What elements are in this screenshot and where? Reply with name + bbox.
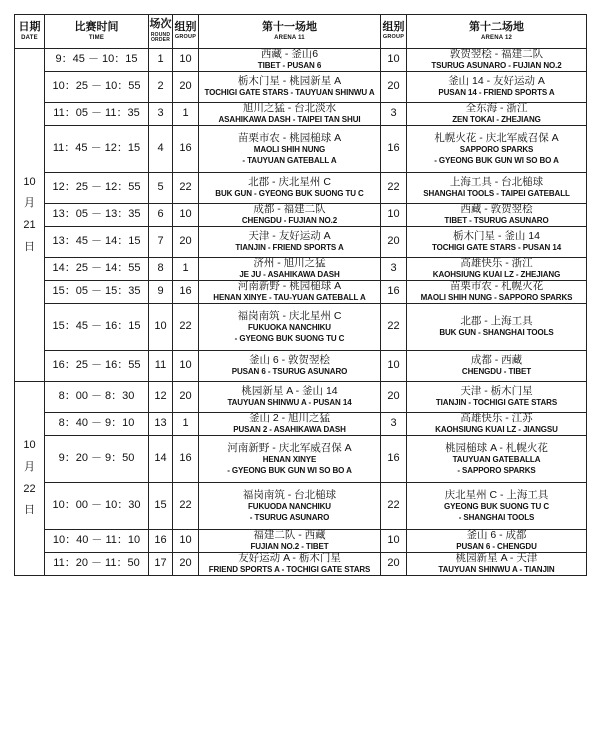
- arena11-match: [199, 553, 381, 576]
- arena12-teams-en: - GYEONG BUK GUN WI SO BO A: [434, 155, 559, 165]
- round-order: 4: [149, 126, 173, 173]
- group-arena11: 16: [173, 436, 199, 483]
- arena12-teams-zh: 高雄快乐 - 浙江: [460, 257, 533, 270]
- arena12-teams-zh: 北郡 - 上海工具: [460, 315, 533, 328]
- round-order: 5: [149, 173, 173, 204]
- schedule-table: [14, 14, 587, 576]
- match-time: 14：25 － 14：55: [45, 258, 149, 281]
- arena11-match: [199, 258, 381, 281]
- arena12-teams-zh: 敦贺翌桧 - 福建二队: [449, 48, 544, 61]
- arena11-match: [199, 483, 381, 530]
- arena11-teams-en: - GYEONG BUK SUONG TU C: [234, 333, 345, 343]
- group-arena11: 1: [173, 258, 199, 281]
- arena12-teams-en: PUSAN 14 - FRIEND SPORTS A: [438, 88, 555, 98]
- arena12-match: [407, 553, 587, 576]
- arena11-match: [199, 173, 381, 204]
- arena12-match: [407, 103, 587, 126]
- group-arena12: 16: [381, 126, 407, 173]
- group-header: 组别 GROUP: [173, 15, 199, 49]
- arena11-teams-en: FUKUOKA NANCHIKU: [248, 323, 331, 333]
- date-part: 22: [23, 482, 36, 495]
- table-row: [15, 173, 587, 204]
- table-row: [15, 553, 587, 576]
- arena12-match: [407, 351, 587, 382]
- table-row: [15, 204, 587, 227]
- arena11-teams-zh: 福岗南筑 - 庆北星州 C: [237, 310, 342, 323]
- arena11-match: [199, 530, 381, 553]
- match-time: 9：20 － 9：50: [45, 436, 149, 483]
- arena11-teams-zh: 旭川之猛 - 台北淡水: [242, 102, 337, 115]
- arena11-teams-zh: 河南新野 - 桃园槌球 A: [237, 280, 342, 293]
- group-arena12: 20: [381, 227, 407, 258]
- round-order: 12: [149, 382, 173, 413]
- date-cell: [15, 49, 45, 382]
- match-time: 16：25 － 16：55: [45, 351, 149, 382]
- group-arena11: 16: [173, 126, 199, 173]
- table-row: [15, 49, 587, 72]
- match-time: 15：05 － 15：35: [45, 281, 149, 304]
- arena12-teams-zh: 天津 - 栃木门星: [460, 385, 533, 398]
- arena11-teams-en: ASAHIKAWA DASH - TAIPEI TAN SHUI: [218, 115, 361, 125]
- date-part: 月: [24, 460, 35, 473]
- group-arena12: 3: [381, 258, 407, 281]
- date-part: 日: [24, 240, 35, 253]
- arena11-match: [199, 72, 381, 103]
- arena12-match: [407, 258, 587, 281]
- arena12-match: [407, 436, 587, 483]
- arena12-teams-en: TOCHIGI GATE STARS - PUSAN 14: [431, 243, 562, 253]
- arena11-teams-zh: 北郡 - 庆北星州 C: [248, 176, 331, 189]
- table-row: [15, 483, 587, 530]
- arena11-teams-en: FUJIAN NO.2 - TIBET: [250, 542, 329, 552]
- match-time: 11：45 － 12：15: [45, 126, 149, 173]
- round-order: 11: [149, 351, 173, 382]
- arena11-teams-zh: 釜山 2 - 旭川之猛: [248, 412, 331, 425]
- arena11-match: [199, 351, 381, 382]
- group-arena12: 10: [381, 204, 407, 227]
- arena11-teams-en: CHENGDU - FUJIAN NO.2: [241, 216, 338, 226]
- arena11-teams-en: PUSAN 6 - TSURUG ASUNARO: [231, 367, 348, 377]
- arena11-match: [199, 304, 381, 351]
- round-order: 16: [149, 530, 173, 553]
- date-part: 月: [24, 197, 35, 210]
- arena11-teams-en: TAUYUAN SHINWU A - PUSAN 14: [227, 398, 352, 408]
- group-arena12: 20: [381, 553, 407, 576]
- arena12-teams-en: CHENGDU - TIBET: [461, 367, 532, 377]
- group-arena11: 10: [173, 351, 199, 382]
- match-time: 11：05 － 11：35: [45, 103, 149, 126]
- date-part: 21: [23, 219, 36, 231]
- arena12-teams-zh: 栃木门星 - 釜山 14: [453, 230, 540, 243]
- table-row: [15, 382, 587, 413]
- table-row: [15, 103, 587, 126]
- arena11-match: [199, 126, 381, 173]
- group-arena12: 16: [381, 281, 407, 304]
- table-row: [15, 227, 587, 258]
- arena11-match: [199, 204, 381, 227]
- arena11-teams-zh: 釜山 6 - 敦贺翌桧: [248, 354, 331, 367]
- arena11-teams-zh: 苗栗市农 - 桃园槌球 A: [237, 132, 342, 145]
- arena12-teams-en: TIANJIN - TOCHIGI GATE STARS: [435, 398, 558, 408]
- match-time: 10：00 － 10：30: [45, 483, 149, 530]
- match-time: 11：20 － 11：50: [45, 553, 149, 576]
- round-order: 7: [149, 227, 173, 258]
- group-arena11: 22: [173, 304, 199, 351]
- group2-header: 组别 GROUP: [381, 15, 407, 49]
- arena11-teams-en: TIANJIN - FRIEND SPORTS A: [235, 243, 344, 253]
- arena11-teams-zh: 济州 - 旭川之猛: [253, 257, 326, 270]
- group-arena11: 1: [173, 103, 199, 126]
- arena12-teams-en: MAOLI SHIH NUNG - SAPPORO SPARKS: [420, 293, 573, 303]
- group-arena12: 16: [381, 436, 407, 483]
- arena11-teams-zh: 栃木门星 - 桃园新星 A: [237, 75, 342, 88]
- date-part: 10: [23, 439, 36, 452]
- arena12-match: [407, 72, 587, 103]
- arena12-teams-zh: 釜山 6 - 成都: [466, 529, 527, 542]
- arena11-teams-en: BUK GUN - GYEONG BUK SUONG TU C: [215, 189, 364, 199]
- arena11-match: [199, 436, 381, 483]
- arena12-teams-en: - SAPPORO SPARKS: [457, 465, 536, 475]
- arena11-teams-zh: 天津 - 友好运动 A: [248, 230, 331, 243]
- schedule-body: [15, 49, 587, 576]
- arena11-match: [199, 281, 381, 304]
- arena12-teams-en: KAOHSIUNG KUAI LZ - JIANGSU: [435, 425, 558, 435]
- arena12-teams-en: SAPPORO SPARKS: [459, 145, 534, 155]
- round-order: 9: [149, 281, 173, 304]
- arena12-teams-zh: 札幌火花 - 庆北军威召保 A: [434, 132, 559, 145]
- arena12-teams-en: TSURUG ASUNARO - FUJIAN NO.2: [431, 61, 562, 71]
- arena12-teams-zh: 桃园新星 A - 天津: [455, 552, 538, 565]
- arena11-teams-en: HENAN XINYE: [262, 455, 317, 465]
- arena12-teams-en: TAUYUAN GATEBALLA: [452, 455, 541, 465]
- table-row: [15, 126, 587, 173]
- group-arena12: 10: [381, 49, 407, 72]
- arena11-teams-en: - TAUYUAN GATEBALL A: [242, 155, 337, 165]
- arena12-teams-en: GYEONG BUK SUONG TU C: [443, 502, 550, 512]
- arena12-teams-zh: 西藏 - 敦贺翌桧: [460, 203, 533, 216]
- arena12-match: [407, 204, 587, 227]
- arena11-match: [199, 382, 381, 413]
- arena11-teams-en: FUKUODA NANCHIKU: [248, 502, 331, 512]
- round-order: 2: [149, 72, 173, 103]
- table-row: [15, 413, 587, 436]
- arena12-match: [407, 483, 587, 530]
- match-time: 13：05 － 13：35: [45, 204, 149, 227]
- group-arena11: 20: [173, 227, 199, 258]
- group-arena11: 10: [173, 530, 199, 553]
- group-arena11: 20: [173, 382, 199, 413]
- arena12-teams-zh: 桃园槌球 A - 札幌火花: [445, 442, 548, 455]
- round-order: 14: [149, 436, 173, 483]
- arena11-teams-zh: 西藏 - 釜山6: [260, 48, 319, 61]
- round-order: 6: [149, 204, 173, 227]
- round-order: 3: [149, 103, 173, 126]
- arena11-teams-en: - TSURUG ASUNARO: [249, 512, 330, 522]
- round-order: 15: [149, 483, 173, 530]
- round-order: 17: [149, 553, 173, 576]
- arena12-match: [407, 304, 587, 351]
- arena11-match: [199, 49, 381, 72]
- arena12-teams-zh: 成都 - 西藏: [470, 354, 523, 367]
- round-order: 8: [149, 258, 173, 281]
- group-arena11: 20: [173, 553, 199, 576]
- group-arena11: 22: [173, 173, 199, 204]
- arena12-teams-en: ZEN TOKAI - ZHEJIANG: [452, 115, 541, 125]
- arena11-match: [199, 413, 381, 436]
- arena12-match: [407, 173, 587, 204]
- arena12-teams-zh: 全东海 - 浙江: [465, 102, 528, 115]
- arena11-teams-en: MAOLI SHIH NUNG: [253, 145, 326, 155]
- arena12-header: 第十二场地 ARENA 12: [407, 15, 587, 49]
- arena12-match: [407, 227, 587, 258]
- arena12-teams-en: BUK GUN - SHANGHAI TOOLS: [439, 328, 554, 338]
- arena12-match: [407, 382, 587, 413]
- group-arena12: 3: [381, 103, 407, 126]
- group-arena12: 10: [381, 530, 407, 553]
- arena11-teams-en: PUSAN 2 - ASAHIKAWA DASH: [233, 425, 346, 435]
- header-row: [15, 15, 587, 49]
- arena12-teams-en: KAOHSIUNG KUAI LZ - ZHEJIANG: [432, 270, 561, 280]
- arena11-teams-zh: 成都 - 福建二队: [253, 203, 326, 216]
- date-part: 10: [23, 175, 36, 188]
- arena12-teams-zh: 高雄快乐 - 江苏: [460, 412, 533, 425]
- match-time: 10：40 － 11：10: [45, 530, 149, 553]
- order-header: 场次 ROUND ORDER: [149, 15, 173, 49]
- arena11-teams-en: JE JU - ASAHIKAWA DASH: [239, 270, 340, 280]
- match-time: 13：45 － 14：15: [45, 227, 149, 258]
- arena11-teams-zh: 河南新野 - 庆北军威召保 A: [227, 442, 352, 455]
- arena11-teams-zh: 友好运动 A - 栃木门星: [238, 552, 341, 565]
- arena11-teams-zh: 桃园新星 A - 釜山 14: [241, 385, 338, 398]
- group-arena12: 20: [381, 382, 407, 413]
- group-arena11: 20: [173, 72, 199, 103]
- arena11-teams-en: - GYEONG BUK GUN WI SO BO A: [227, 465, 352, 475]
- group-arena11: 22: [173, 483, 199, 530]
- match-time: 8：40 － 9：10: [45, 413, 149, 436]
- match-time: 12：25 － 12：55: [45, 173, 149, 204]
- arena11-header: 第十一场地 ARENA 11: [199, 15, 381, 49]
- match-time: 15：45 － 16：15: [45, 304, 149, 351]
- match-time: 9：45 － 10：15: [45, 49, 149, 72]
- table-row: [15, 530, 587, 553]
- table-row: [15, 436, 587, 483]
- table-row: [15, 72, 587, 103]
- group-arena12: 22: [381, 173, 407, 204]
- arena12-match: [407, 281, 587, 304]
- group-arena11: 10: [173, 204, 199, 227]
- group-arena12: 20: [381, 72, 407, 103]
- arena12-teams-en: SHANGHAI TOOLS - TAIPEI GATEBALL: [423, 189, 570, 199]
- arena11-match: [199, 227, 381, 258]
- arena11-teams-en: TIBET - PUSAN 6: [257, 61, 322, 71]
- round-order: 1: [149, 49, 173, 72]
- arena12-match: [407, 126, 587, 173]
- date-header: 日期 DATE: [15, 15, 45, 49]
- arena12-match: [407, 413, 587, 436]
- arena12-teams-zh: 苗栗市农 - 札幌火花: [449, 280, 544, 293]
- date-part: 日: [24, 504, 35, 517]
- match-time: 8：00 － 8：30: [45, 382, 149, 413]
- arena11-teams-en: FRIEND SPORTS A - TOCHIGI GATE STARS: [208, 565, 371, 575]
- arena12-teams-en: TIBET - TSURUG ASUNARO: [444, 216, 549, 226]
- group-arena12: 10: [381, 351, 407, 382]
- arena12-teams-en: - SHANGHAI TOOLS: [458, 512, 535, 522]
- table-row: [15, 258, 587, 281]
- arena12-teams-zh: 上海工具 - 台北槌球: [449, 176, 544, 189]
- table-row: [15, 304, 587, 351]
- round-order: 13: [149, 413, 173, 436]
- match-time: 10：25 － 10：55: [45, 72, 149, 103]
- time-header: 比赛时间 TIME: [45, 15, 149, 49]
- group-arena11: 10: [173, 49, 199, 72]
- table-row: [15, 351, 587, 382]
- round-order: 10: [149, 304, 173, 351]
- group-arena11: 1: [173, 413, 199, 436]
- date-cell: [15, 382, 45, 576]
- arena12-teams-zh: 釜山 14 - 友好运动 A: [448, 75, 545, 88]
- arena11-match: [199, 103, 381, 126]
- arena11-teams-zh: 福岗南筑 - 台北槌球: [242, 489, 337, 502]
- arena12-teams-zh: 庆北星州 C - 上海工具: [444, 489, 549, 502]
- arena11-teams-en: HENAN XINYE - TAU-YUAN GATEBALL A: [213, 293, 366, 303]
- group-arena11: 16: [173, 281, 199, 304]
- group-arena12: 3: [381, 413, 407, 436]
- arena12-match: [407, 530, 587, 553]
- group-arena12: 22: [381, 483, 407, 530]
- table-row: [15, 281, 587, 304]
- arena11-teams-zh: 福建二队 - 西藏: [253, 529, 326, 542]
- arena11-teams-en: TOCHIGI GATE STARS - TAUYUAN SHINWU A: [204, 88, 375, 98]
- group-arena12: 22: [381, 304, 407, 351]
- arena12-teams-en: PUSAN 6 - CHENGDU: [456, 542, 537, 552]
- arena12-teams-en: TAUYUAN SHINWU A - TIANJIN: [438, 565, 555, 575]
- arena12-match: [407, 49, 587, 72]
